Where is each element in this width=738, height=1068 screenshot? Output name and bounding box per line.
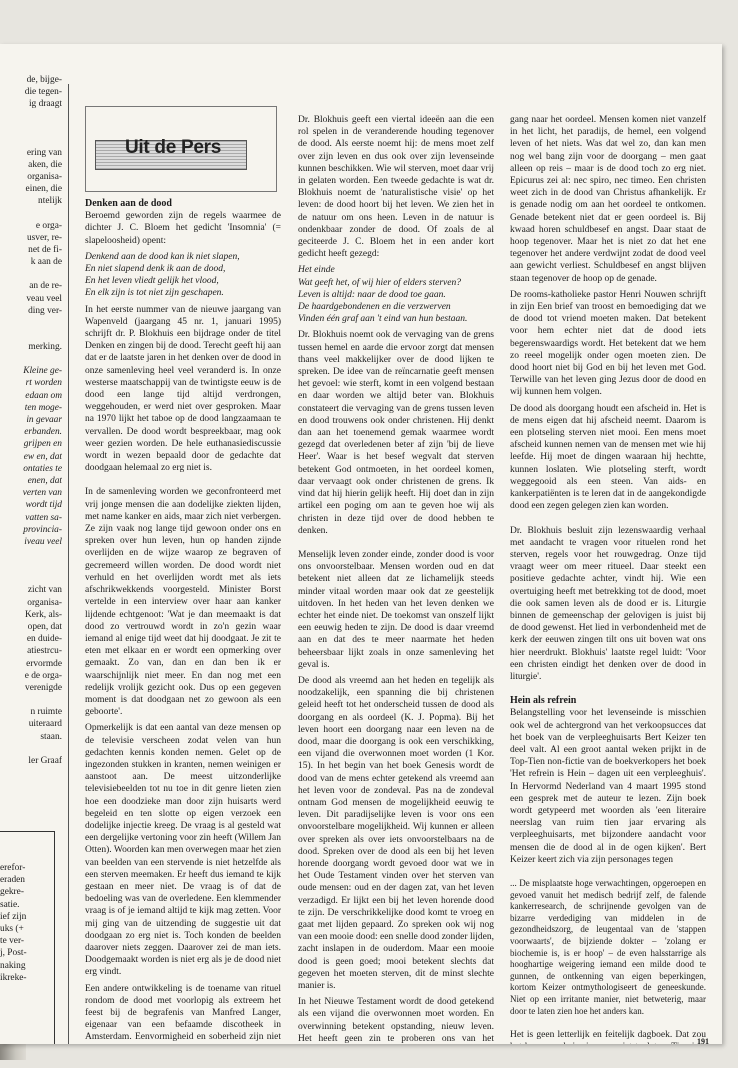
fragment-line: Kerk, als- [25, 609, 62, 620]
paragraph: Menselijk leven zonder einde, zonder dood is voor ons onvoorstelbaar. Mensen worden oud en dat betekent niet alleen dat ze lichamelijk steeds minder vitaal worden maar ook dat ze geestelijk uitdoven. In het heden van het leven denken we echter het einde niet. De toekomst van onszelf lijkt een eeuwig heden te zijn. De dood is daar vreemd aan en dat des te meer naarmate het heden beheersbaar lijkt zoals in onze samenleving het geval is. [298, 549, 494, 670]
fragment-line [0, 268, 62, 280]
fragment-line [0, 572, 62, 584]
fragment-line: erbanden. [24, 427, 62, 438]
fragment-line [0, 123, 62, 135]
subheading: Hein als refrein [510, 695, 577, 707]
block-quote: ... De misplaatste hoge verwachtingen, opgeroepen en gevoed vanuit het medisch bedrijf zelf, de falende kankerresearch, de schrijnende gevolgen van de bizarre verdediging van middelen in de gezondheidszorg, de leugentaal van de 'stappen voorwaarts', de bijziende dokter – 'zolang er biochemie is, is er hoop' – de even halsstarrige als hooghartige weigering iemand een milde dood te gunnen, de ontkenning van eigen beperkingen, kortom Keizer ontmythologiseert de geneeskunde. Niet op een irritante manier, niet betweterig, maar door te laten zien hoe het anders kan. [510, 877, 706, 1016]
magazine-page [0, 44, 722, 1044]
fragment-line: staan. [40, 731, 62, 742]
poem-insomnia: Denkend aan de dood kan ik niet slapen, En niet slapend denk ik aan de dood, En het leven vliedt gelijk het vlood, En elk zijn is tot niet zijn geschapen. [85, 251, 240, 299]
fragment-line: ler Graaf [28, 755, 62, 766]
paragraph: Het is geen letterlijk en feitelijk dagboek. Dat zou [510, 1030, 706, 1041]
paragraph: Beroemd geworden zijn de regels waarmee de dichter J. C. Bloem het gedicht 'Insomnia' (= slapeloosheid) opent: [85, 211, 281, 246]
paragraph: Opmerkelijk is dat een aantal van deze mensen op de televisie verscheen zodat velen van hun gedachten kennis konden nemen. Gelet op de ingezonden stukken in kranten, nemen weinigen er aanstoot aan. De meest uitzonderlijke televisiebeelden tot nu toe in dit genre lieten zien hoe een doodzieke man door zijn huisarts werd begeleid en ten slotte op eigen verzoek een dodelijke injectie kreeg. De vraag is al gesteld wat een dergelijke vertoning voor zin heeft (Willem Jan Otten). Woorden kan men overwegen maar het zien van beelden van een stervende is niet hetzelfde als een sterven meemaken. Er heeft dus iemand te kijk gestaan en meer niet. De vraag is of dat de bedoeling was van de overledene. Een klemmender vraag is of je iemand altijd te kijk mag zetten. Voor mij ging van de uitzending de suggestie uit dat doodgaan zo erg niet is. Toch konden de beelden daarover niets zeggen. Daarover zei de man iets. Doodgemaakt worden is niet erg als je de dood niet erg vindt. [85, 723, 281, 978]
fragment-line: Kleine ge- [23, 366, 62, 377]
fragment-line: naking [0, 960, 26, 971]
left-page-fragment [0, 74, 62, 767]
fragment-line: verenigde [25, 682, 62, 693]
fragment-line: organisa- [27, 172, 62, 183]
fragment-line: de, bijge- [26, 75, 62, 85]
fragment-line [0, 135, 62, 147]
column-divider [68, 84, 69, 1044]
fragment-line: ontaties te [23, 463, 62, 474]
paragraph: Dr. Blokhuis noemt ook de vervaging van de grens tussen hemel en aarde die ervoor zorgt dat mensen thans veel makkelijker over de dood lijken te spreken. De idee van de reïncarnatie geeft mensen het gevoel: wie sterft, komt in een volgend bestaan en daar worden we altijd beter van. Blokhuis constateert die vervaging van de grens tussen leven en dood trouwens ook onder christenen. Hij denkt dan aan het toenemend gemak waarmee wordt gezegd dat overledenen beter af zijn 'bij de lieve Heer'. Waar is het besef wegvalt dat sterven betekent God ontmoeten, in het oordeel komen, daar vervaagt ook onder christenen de grens. Ik vind dat hij hierin gelijk heeft. Hij doet dan in zijn artikel een poging om aan te geven hoe wij als christen in deze tijd over de dood hebben te denken. [298, 330, 494, 536]
column-2 [298, 114, 494, 1044]
fragment-line: ew en, dat [23, 451, 62, 462]
article-heading: Denken aan de dood [85, 198, 172, 209]
fragment-line: open, dat [27, 621, 62, 632]
poem-het-einde: Het einde Wat geeft het, of wij hier of elders sterven? Leven is altijd: naar de dood toe gaan. De haardgebondenen en die verzwerven Vinden één graf aan 't eind van hun bestaan. [298, 265, 468, 325]
fragment-line: n ruimte [30, 707, 62, 718]
fragment-line: in gevaar [26, 415, 62, 426]
fragment-line: erefor- [0, 863, 26, 873]
column-3 [510, 114, 706, 1044]
fragment-line: atiestrcu- [27, 646, 62, 657]
fragment-line: an de re- [29, 281, 62, 292]
fragment-line: enen, dat [27, 476, 62, 487]
fragment-line: satie. [0, 899, 20, 910]
fragment-line: j, Post- [0, 948, 27, 959]
paragraph: Belangstelling voor het levenseinde is misschien ook wel de achtergrond van het verkoopsucces dat het boek van de verpleeghuisarts Bert Keizer ten deel valt. Al een groot aantal weken prijkt in de Top-Tien non-fictie van de boekverkopers het boek 'Het refrein is Hein – dagen uit een verpleeghuis'. In Hervormd Nederland van 4 maart 1995 stond een gesprek met de auteur te lezen. Zijn boek wordt getypeerd met woorden als 'een literaire neerslag van ruim tien jaar ervaring als verpleeghuisarts, met bijzondere aandacht voor mensen die de dood al in de ogen kijken'. Bert Keizer keert zich via zijn personages tegen [510, 708, 706, 865]
fragment-line: merking. [28, 342, 62, 353]
fragment-line: vatten sa- [25, 512, 62, 523]
left-page-boxed-fragment [0, 831, 55, 1044]
fragment-line: ten moge- [24, 402, 62, 413]
fragment-line: ief zijn [0, 911, 27, 922]
fragment-line: ering van [26, 147, 62, 158]
fragment-line: usver, re- [26, 232, 62, 243]
fragment-line: e de orga- [24, 670, 62, 681]
fragment-line [0, 111, 62, 123]
fragment-line [0, 548, 62, 560]
fragment-line: k aan de [30, 257, 62, 268]
fragment-line: net de fi- [28, 245, 62, 256]
fragment-line: einen, die [25, 184, 62, 195]
section-header [85, 106, 275, 190]
fragment-line: eraden [0, 875, 25, 886]
fragment-line: zicht van [27, 585, 62, 596]
paragraph: In de samenleving worden we geconfronteerd met vrij jonge mensen die aan dodelijke ziekten lijden, met name kanker en aids, maar zich niet verbergen. Ze zijn vaak nog lange tijd gewoon onder ons en spreken over hun leven, hun op handen zijnde overlijden en de wijze waarop ze begraven of gecremeerd willen worden. De dood wordt niet verhuld en het overlijden wordt met als iets afschrikwekkends voorgesteld. Minister Borst vertelde in een interview over haar aan kanker lijdende echtgenoot: 'Wat je dan meemaakt is dat dood zo vertrouwd wordt in zo'n gezin waar iemand al enige tijd weet dat hij doodgaat. Je zit te eten met elkaar en er wordt een opmerking over gemaakt. Zo van, dan en dan ben ik er waarschijnlijk niet meer. En dan nog met een redelijk vrolijk gezicht ook. Dus op een gegeven moment is dat doodgaan net zo gewoon als een geboorte'. [85, 487, 281, 718]
paragraph: De rooms-katholieke pastor Henri Nouwen schrijft in zijn Een brief van troost en bemoediging dat we de dood tot vriend moeten maken. Dat betekent voor hem echter niet dat de dood iets begerenswaardigs wordt. Het betekent dat we hem zo reeel mogelijk onder ogen moeten zien. De dood hoort niet bij God en bij het leven met God. Terwille van het leven ging Jezus door de dood en wij kunnen hem volgen. [510, 289, 706, 398]
fragment-line: ig draagt [28, 99, 62, 110]
column-1 [85, 106, 281, 1044]
fragment-line [0, 317, 62, 329]
fragment-line: ding ver- [28, 305, 62, 316]
fragment-line: te ver- [0, 936, 25, 947]
fragment-line: verten van [22, 488, 62, 499]
fragment-line: en duide- [26, 634, 62, 645]
fragment-line [0, 694, 62, 706]
fragment-line: uks (+ [0, 924, 24, 935]
fragment-line: veau veel [26, 293, 62, 304]
paragraph: De dood als vreemd aan het heden en tegelijk als noodzakelijk, een spanning die bij christenen geleid heeft tot het onderscheid tussen de dood als doorgang en als oordeel (K. J. Popma). Bij het leven hoort een doorgang naar een leven na de dood, maar die doorgang is ook een verschikking, een vijand die overwonnen moet worden (1 Kor. 15). In het begin van het boek Genesis wordt de dood van de mens echter getekend als vreemd aan het leven voor de zondeval. Pas na de zondeval ontnam God mensen de mogelijkheid eeuwig te leven. Dit paradijselijke leven is voor ons een onvoorstelbare mogelijkheid. Wij kunnen er alleen over spreken als over iets onvoorstelbaars na de dood. Spreken over de dood als een bij het leven horende doorgang wordt gevoed door wat we in het Oude Testament vinden over het sterven van oude mensen: oud en der dagen zat, van het leven verzadigd. Er lijkt een bij het leven horende dood te zijn. De verschrikkelijke dood komt te vroeg en gaat met lijden gepaard. Zo spreken ook wij nog van een mooie dood: een snelle dood zonder lijden, zacht inslapen in de ouderdom. Maar een mooie dood is geen goed; mooi betekent slechts dat gegeven het moeten sterven, dit de minst slechte manier is. [298, 675, 494, 992]
fragment-line: grijpen en [23, 439, 62, 450]
page-number: 191 [697, 1037, 709, 1044]
fragment-line: e orga- [35, 220, 62, 231]
fragment-line: edaan om [25, 390, 62, 401]
fragment-line: uiteraard [28, 719, 62, 730]
fragment-line: provincia- [23, 524, 62, 535]
paragraph: Dr. Blokhuis geeft een viertal ideeën aan die een rol spelen in de veranderende houding tegenover de dood. Als eerste noemt hij: de mens moet zelf over zijn leven en dus ook over zijn levenseinde kunnen beschikken. Wie wil sterven, moet daar vrij in gelaten worden. Een tweede gedachte is wat dr. Blokhuis noemt de 'naturalistische visie' op het leven: de dood hoort bij het leven. We zien het in de natuur om ons heen. Leven in de natuur is ondenkbaar zonder de dood. Of zoals de al geciteerde J. C. Bloem het in een ander kort gedicht heeft gezegd: [298, 115, 494, 260]
fragment-line: aken, die [28, 159, 62, 170]
section-title: Uit de Pers [125, 137, 221, 158]
paragraph: gang naar het oordeel. Mensen komen niet vanzelf in het licht, het paradijs, de hemel, een volgend leven of het niets. Was dat wel zo, dan kan men nog wel bang zijn voor de doorgang – men gaat alleen op reis – maar is de dood toch zo erg niet. Epicurus zei al: nec spiro, nec timeo. Een christen weet zich in de dood van Christus afhankelijk. Er is genade nodig om aan het oordeel te ontkomen. Genade betekent niet dat er geen oordeel is. Bij kwaad horen schuldbesef en angst. Daar staat de hoop tegenover. Maar het is niet zo dat het ene tegenover het andere verdwijnt zodat de dood veel aan gewicht verliest. Schuldbesef en angst blijven staan tegenover de hoop op de genade. [510, 115, 706, 284]
paragraph: Een andere ontwikkeling is de toename van rituel rondom de dood met voorlopig als extreem het feest bij de begrafenis van Manfred Langer, eigenaar van een befaamde discotheek in Amsterdam. Eenvormigheid en soberheid zijn niet [85, 983, 281, 1043]
fragment-line [0, 353, 62, 365]
paragraph: De dood als doorgang houdt een afscheid in. Het is de mens eigen dat hij afscheid neemt. Daarom is een plotseling sterven niet mooi. Een mens moet afscheid kunnen nemen van de mensen met wie hij leefde. Hij moet de dingen waaraan hij hechtte, kunnen loslaten. Wie plotseling sterft, wordt weggegooid als een steen. Van aids- en kankerpatiënten is te leren dat in de aangekondigde dood een zegen gelegen zien kan worden. [510, 403, 706, 512]
fragment-line: iveau veel [24, 537, 62, 548]
fragment-line: rt worden [25, 378, 62, 389]
fragment-line: ervormde [26, 658, 62, 669]
paragraph: Dr. Blokhuis besluit zijn lezenswaardig verhaal met aandacht te vragen voor rituelen rond het sterven, regels voor het rouwgedrag. Onze tijd vraagt weer om meer ritueel. Daar steekt een positieve gedachte achter, vindt hij. Wie een overtuiging heeft met betrekking tot de dood, moet die ook samen leven als de dood er is. Liturgie binnen de gemeenschap der gelovigen is juist bij de dood gewenst. Het lied in verbondenheid met de kerk der eeuwen zingen tilt ons uit boven wat ons hier neerdrukt. Blokhuis' laatste regel luidt: 'Voor een christen eindigt het denken over de dood in liturgie'. [510, 525, 706, 682]
paragraph: In het eerste nummer van de nieuwe jaargang van Wapenveld (jaargang 45 nr. 1, januari 1995) schrijft dr. P. Blokhuis een bijdrage onder de titel Denken en zingen bij de dood. Terecht geeft hij aan dat er de laatste jaren in het denken over de dood in onze samenleving heel veel veranderd is. In onze westerse maatschappij van de twintigste eeuw is de dood een lange tijd altijd verdrongen, weggehouden, er werd niet over gesproken. Maar na 1970 lijkt het taboe op de dood langzaamaan te vervallen. De dood wordt bespreekbaar, mag ook weer gezien worden. De hele euthanasiediscussie wordt in wezen bepaald door de gedachte dat doodgaan helemaal zo erg niet is. [85, 304, 281, 474]
fragment-line: wordt tijd [25, 500, 62, 511]
fragment-line [0, 329, 62, 341]
fragment-line: ikreke- [0, 972, 27, 983]
fragment-line [0, 208, 62, 220]
fragment-line: ntelijk [38, 196, 62, 207]
fragment-line [0, 743, 62, 755]
fragment-line: die tegen- [24, 87, 62, 98]
fragment-line [0, 560, 62, 572]
fragment-line: organisa- [27, 597, 62, 608]
paragraph: In het Nieuwe Testament wordt de dood getekend als een vijand die overwonnen moet worden. En overwinning betekent opstanding, nieuw leven. Het heeft geen zin te proberen ons van het [298, 997, 494, 1044]
fragment-line: gekre- [0, 887, 24, 898]
